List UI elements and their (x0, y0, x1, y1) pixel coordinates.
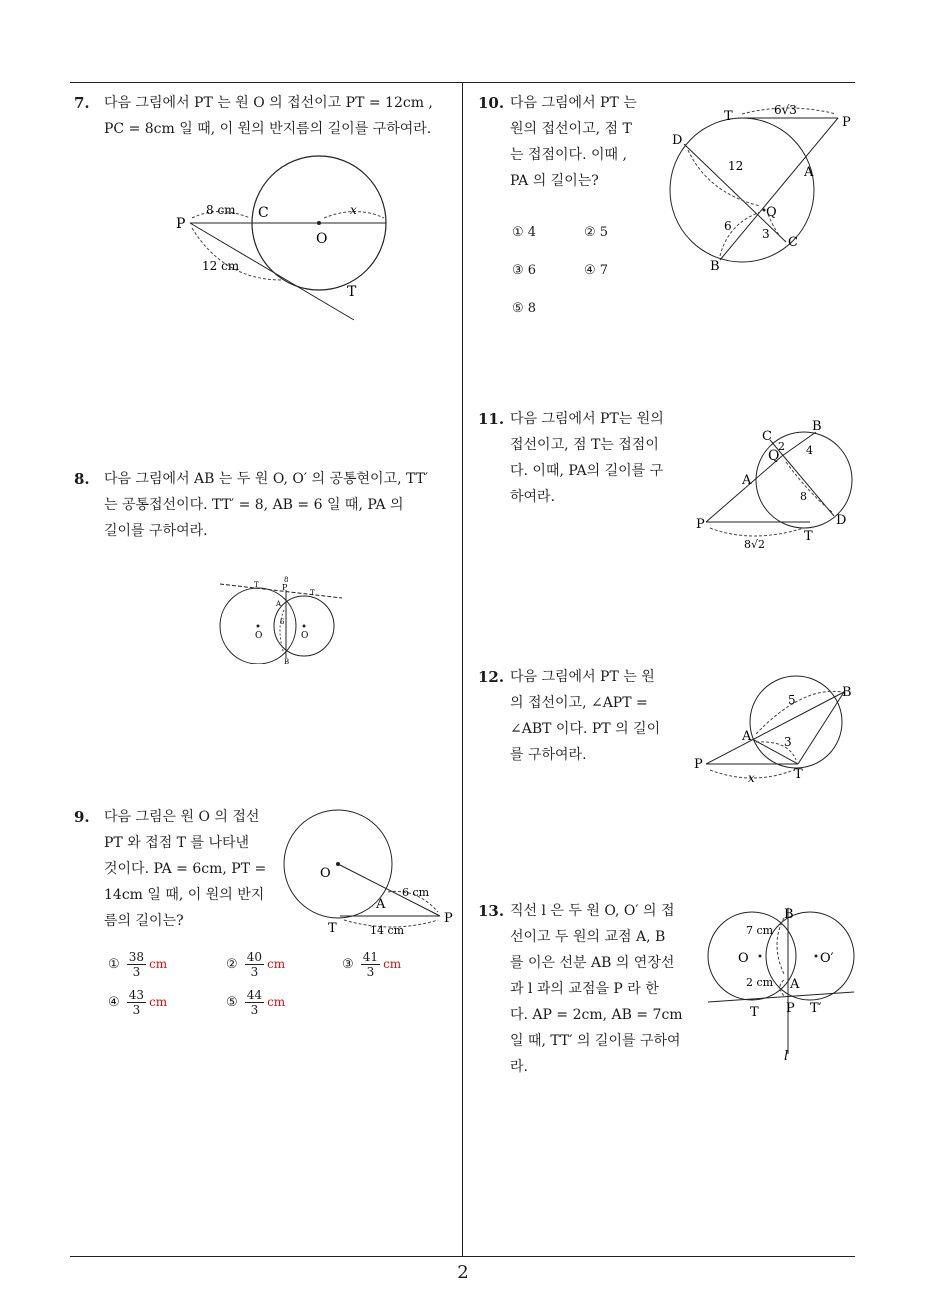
label-at: 3 (784, 735, 792, 749)
label-t: T (804, 529, 813, 544)
figure-12 (692, 670, 862, 790)
problem-8 (74, 466, 459, 666)
problem-12 (478, 664, 858, 804)
problem-number: 12. (478, 668, 505, 686)
label-qc: 3 (762, 227, 770, 241)
problem-line: 길이를 구하여라. (104, 523, 208, 539)
label-x: x (748, 771, 755, 785)
choice-4[interactable]: ④ $\frac{43}{3}$ cm (108, 988, 168, 1017)
label-6: 6 (280, 618, 285, 626)
label-q: Q (768, 448, 780, 464)
label-d: D (672, 133, 683, 148)
label-d: D (836, 513, 847, 528)
label-qd: 8 (800, 490, 807, 503)
problem-line: ∠ABT 이다. PT 의 길이 (510, 721, 661, 737)
choice-1[interactable]: ① 4 (512, 225, 537, 240)
label-a: A (376, 897, 386, 912)
label-a: A (804, 165, 814, 180)
label-b: B (784, 907, 794, 922)
problem-line: 를 구하여라. (510, 747, 587, 763)
problem-text (510, 898, 683, 1080)
label-b: B (710, 259, 720, 273)
problem-text (510, 90, 637, 194)
choice-3[interactable]: ③ 6 (512, 263, 537, 278)
label-b: B (842, 685, 852, 700)
figure-10 (668, 98, 858, 273)
figure-13 (704, 904, 860, 1084)
problem-line: 는 공통접선이다. TT′ = 8, AB = 6 일 때, PA 의 (104, 497, 404, 513)
label-p: P (696, 517, 705, 532)
label-p: P (694, 757, 703, 772)
problem-number: 10. (478, 94, 505, 112)
problem-line: 를 이은 선분 AB 의 연장선 (510, 955, 675, 971)
label-t: T (724, 109, 733, 124)
label-o: O (738, 951, 749, 966)
bottom-rule (70, 1256, 855, 1257)
label-t2: T′ (810, 1001, 822, 1016)
label-cq: 2 (778, 440, 785, 453)
label-p: P (444, 911, 453, 926)
label-ap: 2 cm (746, 976, 774, 989)
problem-line: 선이고 두 원의 교점 A, B (510, 929, 666, 945)
choice-2[interactable]: ② 5 (584, 225, 609, 240)
problem-line: 는 접점이다. 이때 , (510, 147, 627, 163)
problem-line: 다음 그림에서 PT 는 원 O 의 접선이고 PT = 12cm , (104, 95, 433, 111)
label-pt: 8√2 (744, 538, 766, 551)
label-o2: O (301, 631, 309, 641)
problem-number: 8. (74, 470, 90, 488)
problem-line: 다음 그림에서 PT 는 원 (510, 669, 655, 685)
label-a: A (742, 473, 752, 488)
choice-5[interactable]: ⑤ $\frac{44}{3}$ cm (226, 988, 286, 1017)
problem-7 (74, 90, 459, 340)
label-p: P (282, 583, 288, 592)
problem-line: 다. 이때, PA의 길이를 구 (510, 463, 664, 479)
label-pa: 6 cm (402, 886, 430, 899)
label-q: Q (766, 205, 777, 220)
label-o: O (320, 866, 331, 881)
label-c: C (788, 235, 798, 250)
problem-9 (74, 804, 459, 1034)
label-qb: 4 (806, 444, 813, 457)
problem-10 (478, 90, 858, 330)
problem-line: 라. (510, 1059, 528, 1075)
problem-line: 일 때, TT′ 의 길이를 구하여 (510, 1033, 681, 1049)
label-t: T (794, 767, 803, 782)
label-p: P (786, 1001, 795, 1016)
choice-2[interactable]: ② $\frac{40}{3}$ cm (226, 950, 286, 979)
label-ab: 7 cm (746, 924, 774, 937)
problem-number: 7. (74, 94, 90, 112)
problem-number: 11. (478, 410, 505, 428)
problem-line: 직선 l 은 두 원 O, O′ 의 접 (510, 903, 675, 919)
answer-choices (512, 220, 652, 320)
label-t: T (328, 921, 337, 936)
problem-line: 의 접선이고, ∠APT = (510, 695, 648, 711)
problem-13 (478, 898, 858, 1088)
problem-line: 다음 그림은 원 O 의 접선 (104, 809, 260, 825)
problem-line: 14cm 일 때, 이 원의 반지 (104, 887, 265, 903)
choice-3[interactable]: ③ $\frac{41}{3}$ cm (342, 950, 402, 979)
answer-choices (108, 950, 448, 1030)
problem-line: 다. AP = 2cm, AB = 7cm (510, 1007, 683, 1023)
choice-5[interactable]: ⑤ 8 (512, 301, 537, 316)
label-c: C (258, 205, 269, 221)
problem-line: PT 와 접점 T 를 나타낸 (104, 835, 250, 851)
problem-line: 다음 그림에서 PT는 원의 (510, 411, 664, 427)
label-tp: 6√3 (774, 103, 797, 117)
label-pt: 12 cm (202, 259, 240, 273)
choice-4[interactable]: ④ 7 (584, 263, 609, 278)
label-o2: O′ (820, 951, 834, 966)
label-a: A (790, 977, 800, 992)
label-b: B (812, 419, 822, 434)
label-t: T (750, 1005, 759, 1020)
problem-text (510, 406, 664, 510)
problem-line: 접선이고, 점 T는 접점이 (510, 437, 659, 453)
label-o: O (316, 231, 328, 247)
label-c: C (762, 429, 772, 444)
problem-text (104, 804, 266, 934)
label-t: T (347, 284, 357, 300)
figure-11 (692, 412, 862, 552)
problem-line: 과 l 과의 교점을 P 라 한 (510, 981, 659, 997)
choice-1[interactable]: ① $\frac{38}{3}$ cm (108, 950, 168, 979)
problem-number: 13. (478, 902, 505, 920)
problem-text (104, 466, 428, 544)
problem-line: 하여라. (510, 489, 556, 505)
label-bq: 6 (724, 219, 732, 233)
label-ab: 5 (788, 693, 796, 707)
label-dq: 12 (728, 159, 744, 173)
figure-8 (218, 574, 348, 664)
label-a: A (276, 600, 282, 608)
problem-text (510, 664, 660, 768)
figure-9 (282, 808, 462, 938)
label-p: P (842, 115, 851, 130)
label-pt: 14 cm (370, 924, 405, 937)
label-b: B (284, 658, 290, 664)
problem-line: 름의 길이는? (104, 913, 184, 929)
problem-line: 다음 그림에서 PT 는 (510, 95, 637, 111)
label-p: P (176, 216, 186, 232)
label-t2: T (310, 589, 315, 597)
label-x: x (350, 203, 357, 217)
figure-7 (164, 150, 464, 340)
label-o: O (255, 631, 263, 641)
label-l: l (784, 1049, 789, 1064)
problem-11 (478, 406, 858, 556)
label-a: A (742, 729, 752, 744)
problem-line: 다음 그림에서 AB 는 두 원 O, O′ 의 공통현이고, TT′ (104, 471, 429, 487)
problem-line: PC = 8cm 일 때, 이 원의 반지름의 길이를 구하여라. (104, 121, 432, 137)
page-number: 2 (457, 1262, 469, 1283)
problem-text (104, 90, 433, 142)
label-8: 8 (284, 576, 289, 584)
problem-line: 원의 접선이고, 점 T (510, 121, 632, 137)
problem-number: 9. (74, 808, 90, 826)
problem-line: 것이다. PA = 6cm, PT = (104, 861, 267, 877)
problem-line: PA 의 길이는? (510, 173, 599, 189)
label-pc: 8 cm (206, 203, 236, 217)
label-t: T (254, 581, 259, 589)
